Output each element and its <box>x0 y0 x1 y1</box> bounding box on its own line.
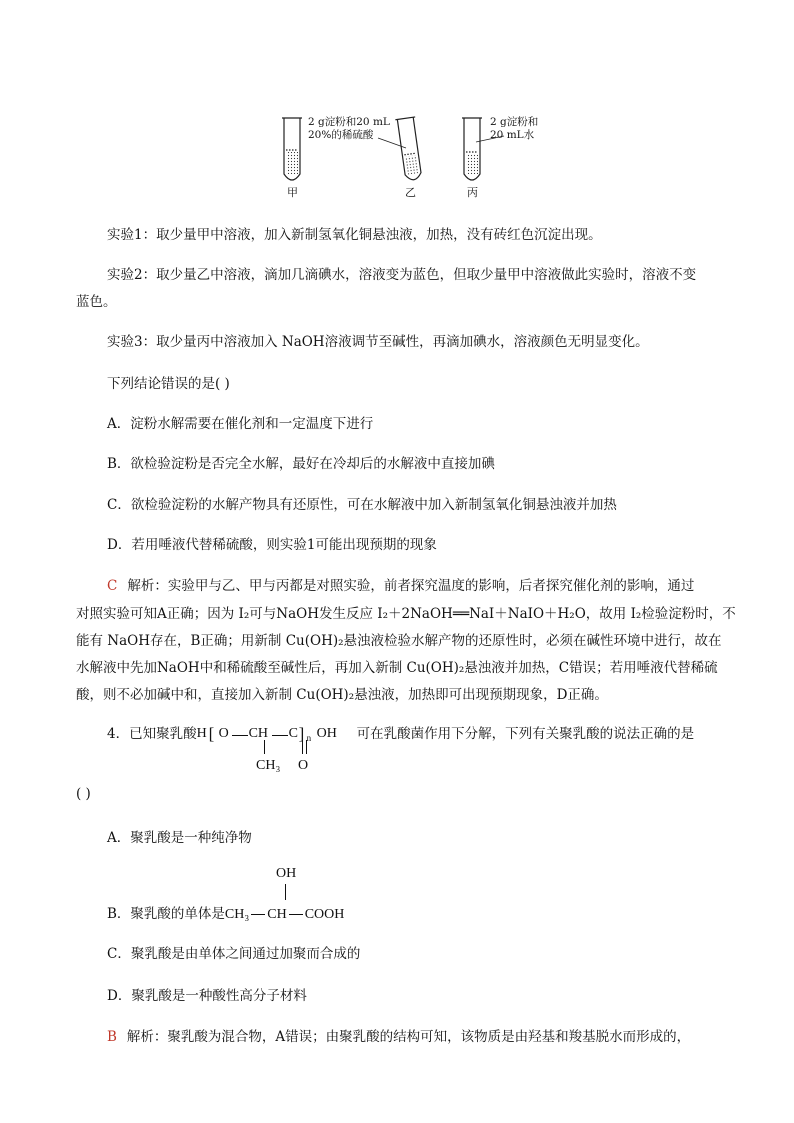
question-4-answer: B <box>107 1029 117 1045</box>
formula-double-bond <box>302 740 307 754</box>
question-4-option-c: C．聚乳酸是由单体之间通过加聚而合成的 <box>107 946 361 962</box>
formula-bracket-close: ] <box>298 724 305 743</box>
monomer-oh: OH <box>276 866 297 881</box>
tube-bing-label: 丙 <box>467 186 478 199</box>
formula-o: O <box>218 726 229 741</box>
formula-n: n <box>306 733 312 743</box>
question-4-explanation-line-1 <box>107 1025 690 1045</box>
polylactic-acid-formula <box>196 724 357 743</box>
question-3-explanation-line-2: 对照实验可知A正确；因为 I₂可与NaOH发生反应 I₂＋2NaOH══NaI＋NaIO＋H₂O，故用 I₂检验淀粉时，不 <box>76 606 736 622</box>
option-b-prefix: B．聚乳酸的单体是 <box>107 906 225 922</box>
formula-h: H <box>196 726 207 741</box>
tube-bing-caption-1: 2 g淀粉和 <box>490 116 539 128</box>
question-3-option-b: B．欲检验淀粉是否完全水解，最好在冷却后的水解液中直接加碘 <box>107 456 495 472</box>
question-4-option-d: D．聚乳酸是一种酸性高分子材料 <box>107 988 307 1004</box>
tube-bing-caption-2: 20 mL水 <box>490 129 535 141</box>
formula-bracket-open: [ <box>208 724 215 743</box>
question-3-option-c: C．欲检验淀粉的水解产物具有还原性，可在水解液中加入新制氢氧化铜悬浊液并加热 <box>107 497 617 513</box>
formula-bond-1 <box>232 735 248 736</box>
formula-o-bottom: O <box>298 758 309 773</box>
test-tube-figure <box>278 112 558 200</box>
question-4-paren: ( ) <box>76 786 91 802</box>
experiment-3: 实验3：取少量丙中溶液加入 NaOH溶液调节至碱性，再滴加碘水，溶液颜色无明显变化。 <box>107 334 649 350</box>
monomer-ch: CH <box>267 907 287 922</box>
monomer-formula <box>225 907 344 922</box>
tube-yi-label: 乙 <box>405 186 416 199</box>
question-4-explanation-text: 解析：聚乳酸为混合物，A错误；由聚乳酸的结构可知，该物质是由羟基和羧基脱水而形成的， <box>126 1029 691 1045</box>
monomer-ch3: CH₃ <box>224 907 250 922</box>
experiment-2-line-2: 蓝色。 <box>76 294 117 310</box>
question-4-stem <box>107 722 694 743</box>
question-3-explanation-line-5: 酸，则不必加碱中和，直接加入新制 Cu(OH)₂悬浊液，加热即可出现预期现象，D正确。 <box>76 687 608 703</box>
question-3-explanation-line-1 <box>107 574 694 594</box>
question-4-option-a: A．聚乳酸是一种纯净物 <box>107 830 252 846</box>
formula-ch: CH <box>248 726 269 741</box>
question-4-prefix: 4．已知聚乳酸 <box>107 726 197 742</box>
monomer-vertical-bond <box>285 884 286 900</box>
formula-vertical-bond <box>264 740 265 754</box>
formula-bond-2 <box>272 735 288 736</box>
question-3-explanation-line-4: 水解液中先加NaOH中和稀硫酸至碱性后，再加入新制 Cu(OH)₂悬浊液并加热，C错误；若用唾液代替稀硫 <box>76 660 718 676</box>
formula-ch3: CH₃ <box>256 758 281 773</box>
experiment-2-line-1: 实验2：取少量乙中溶液，滴加几滴碘水，溶液变为蓝色，但取少量甲中溶液做此实验时，溶液不变 <box>107 267 697 283</box>
question-4-suffix: 可在乳酸菌作用下分解，下列有关聚乳酸的说法正确的是 <box>356 726 695 742</box>
tube-jia-caption-2: 20%的稀硫酸 <box>308 129 374 141</box>
question-3-explanation-line-3: 能有 NaOH存在，B正确；用新制 Cu(OH)₂悬浊液检验水解产物的还原性时，必须在碱性环境中进行，故在 <box>76 633 722 649</box>
question-3-option-a: A．淀粉水解需要在催化剂和一定温度下进行 <box>107 416 374 432</box>
question-3-option-d: D．若用唾液代替稀硫酸，则实验1可能出现预期的现象 <box>107 537 437 553</box>
question-4-option-b <box>107 902 344 923</box>
monomer-bond-2 <box>289 914 303 915</box>
question-3-explanation-text: 解析：实验甲与乙、甲与丙都是对照实验，前者探究温度的影响，后者探究催化剂的影响，通过 <box>127 578 695 594</box>
monomer-cooh: COOH <box>304 907 345 922</box>
formula-c: C <box>288 726 298 741</box>
monomer-bond-1 <box>251 914 265 915</box>
tube-yi <box>395 117 423 181</box>
experiment-1: 实验1：取少量甲中溶液，加入新制氢氧化铜悬浊液，加热，没有砖红色沉淀出现。 <box>107 227 602 243</box>
question-3-stem: 下列结论错误的是( ) <box>107 376 230 392</box>
tube-jia <box>282 118 302 180</box>
formula-oh: OH <box>316 726 337 741</box>
tube-jia-caption-1: 2 g淀粉和20 mL <box>308 116 390 128</box>
tube-bing <box>462 118 482 180</box>
tube-jia-label: 甲 <box>287 186 298 199</box>
question-3-answer: C <box>107 578 118 594</box>
